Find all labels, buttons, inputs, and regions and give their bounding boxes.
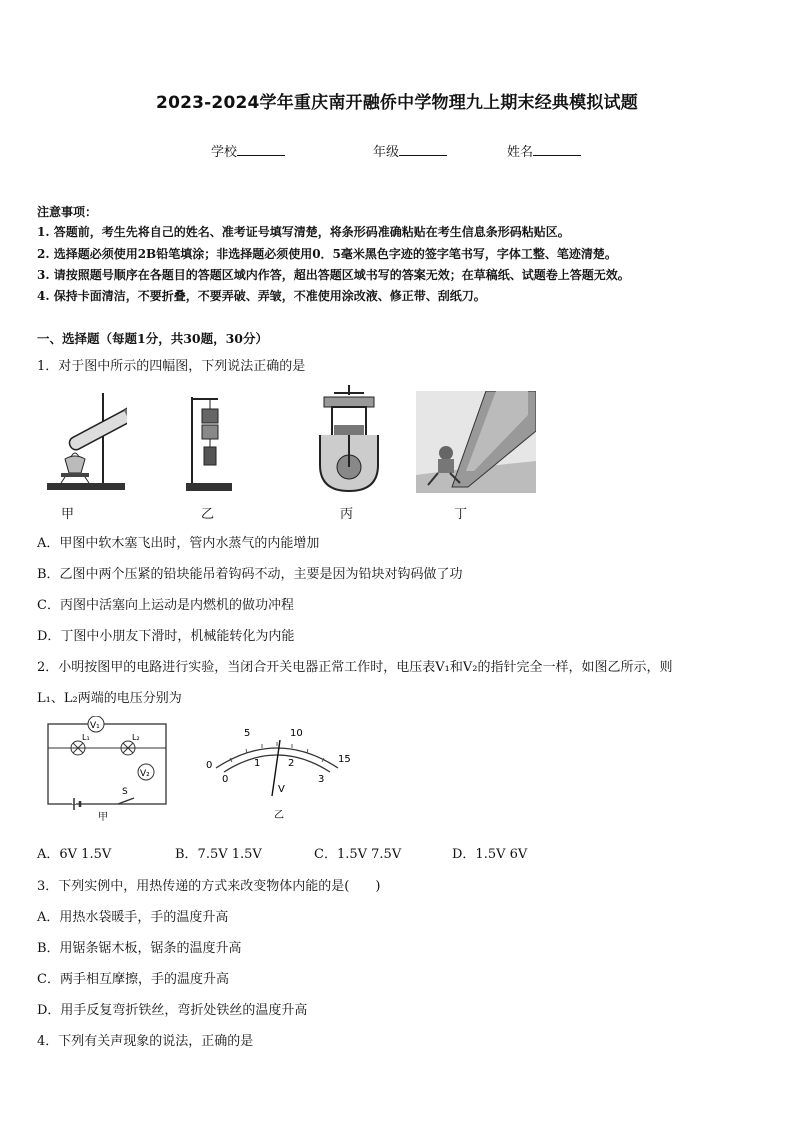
grade-field: [373, 141, 447, 160]
q2-option-b[interactable]: B．7.5V 1.5V: [175, 847, 262, 862]
q2-fig-left-caption: 甲: [98, 812, 108, 822]
q2-option-d[interactable]: D．1.5V 6V: [452, 847, 528, 862]
q3-option-d[interactable]: D．用手反复弯折铁丝，弯折处铁丝的温度升高: [37, 1003, 308, 1018]
q1-figure-ding: [416, 391, 536, 493]
q1-option-b[interactable]: B．乙图中两个压紧的铅块能吊着钩码不动，主要是因为铅块对钩码做了功: [37, 567, 463, 582]
q1-caption-bing: 丙: [340, 507, 354, 522]
school-blank[interactable]: [237, 143, 285, 156]
name-blank[interactable]: [533, 143, 581, 156]
q2-stem-line1: 2．小明按图甲的电路进行实验，当闭合开关电器正常工作时，电压表V₁和V₂的指针完全一样，如图乙所示，则: [37, 660, 673, 675]
meter-top-tick-10: 10: [290, 728, 303, 739]
note-item: 4. 保持卡面清洁，不要折叠，不要弄破、弄皱，不准使用涂改液、修正带、刮纸刀。: [37, 289, 486, 303]
q1-stem: 1．对于图中所示的四幅图，下列说法正确的是: [37, 359, 306, 374]
notes-heading: 注意事项：: [37, 205, 98, 219]
meter-bottom-tick-2: 2: [288, 758, 295, 769]
note-item: 3. 请按照题号顺序在各题目的答题区域内作答，超出答题区域书写的答案无效；在草稿纸、试题卷上答题无效。: [37, 268, 630, 282]
section-heading: 一、选择题（每题1分，共30题，30分）: [37, 331, 268, 346]
q2-l1-label: L₁: [82, 733, 90, 742]
q1-figure-bing: [314, 385, 384, 495]
q3-option-b[interactable]: B．用锯条锯木板，锯条的温度升高: [37, 941, 242, 956]
q1-figure-jia: [45, 387, 127, 493]
meter-bottom-tick-3: 3: [318, 774, 325, 785]
q1-figure-yi: [184, 387, 234, 493]
q2-v1-label: V₁: [90, 721, 100, 731]
grade-blank[interactable]: [399, 143, 447, 156]
q2-circuit-figure: [44, 716, 172, 822]
meter-bottom-tick-1: 1: [254, 758, 261, 769]
note-item: 1. 答题前，考生先将自己的姓名、准考证号填写清楚，将条形码准确粘贴在考生信息条形码粘贴区。: [37, 225, 570, 239]
q2-switch-label: S: [122, 787, 128, 797]
q1-option-d[interactable]: D．丁图中小朋友下滑时，机械能转化为内能: [37, 629, 295, 644]
q3-option-a[interactable]: A．用热水袋暖手，手的温度升高: [37, 910, 229, 925]
q1-caption-ding: 丁: [454, 507, 468, 522]
note-item: 2. 选择题必须使用2B铅笔填涂；非选择题必须使用0．5毫米黑色字迹的签字笔书写，字体工整、笔迹清楚。: [37, 247, 617, 261]
q2-v2-label: V₂: [140, 769, 150, 779]
q1-caption-jia: 甲: [61, 507, 75, 522]
q2-voltmeter-figure: [202, 722, 352, 822]
q3-option-c[interactable]: C．两手相互摩擦，手的温度升高: [37, 972, 229, 987]
q2-option-c[interactable]: C．1.5V 7.5V: [314, 847, 402, 862]
meter-unit: V: [278, 784, 285, 795]
q2-fig-right-caption: 乙: [274, 810, 284, 821]
q2-stem-line2: L₁、L₂两端的电压分别为: [37, 691, 182, 706]
meter-top-tick-5: 5: [244, 728, 251, 739]
name-field: [507, 141, 581, 160]
grade-label: 年级: [373, 145, 400, 160]
q1-caption-yi: 乙: [201, 507, 215, 522]
q4-stem: 4．下列有关声现象的说法，正确的是: [37, 1034, 254, 1049]
q1-option-a[interactable]: A．甲图中软木塞飞出时，管内水蒸气的内能增加: [37, 536, 320, 551]
school-label: 学校: [211, 145, 238, 160]
q3-stem: 3．下列实例中，用热传递的方式来改变物体内能的是( ): [37, 879, 381, 894]
school-field: [211, 141, 285, 160]
meter-bottom-tick-0: 0: [222, 774, 229, 785]
exam-title: 2023-2024学年重庆南开融侨中学物理九上期末经典模拟试题: [156, 93, 638, 113]
meter-top-tick-0: 0: [206, 760, 213, 771]
meter-top-tick-15: 15: [338, 754, 351, 765]
q2-option-a[interactable]: A．6V 1.5V: [37, 847, 112, 862]
name-label: 姓名: [507, 145, 534, 160]
q2-l2-label: L₂: [132, 733, 140, 742]
q1-option-c[interactable]: C．丙图中活塞向上运动是内燃机的做功冲程: [37, 598, 294, 613]
